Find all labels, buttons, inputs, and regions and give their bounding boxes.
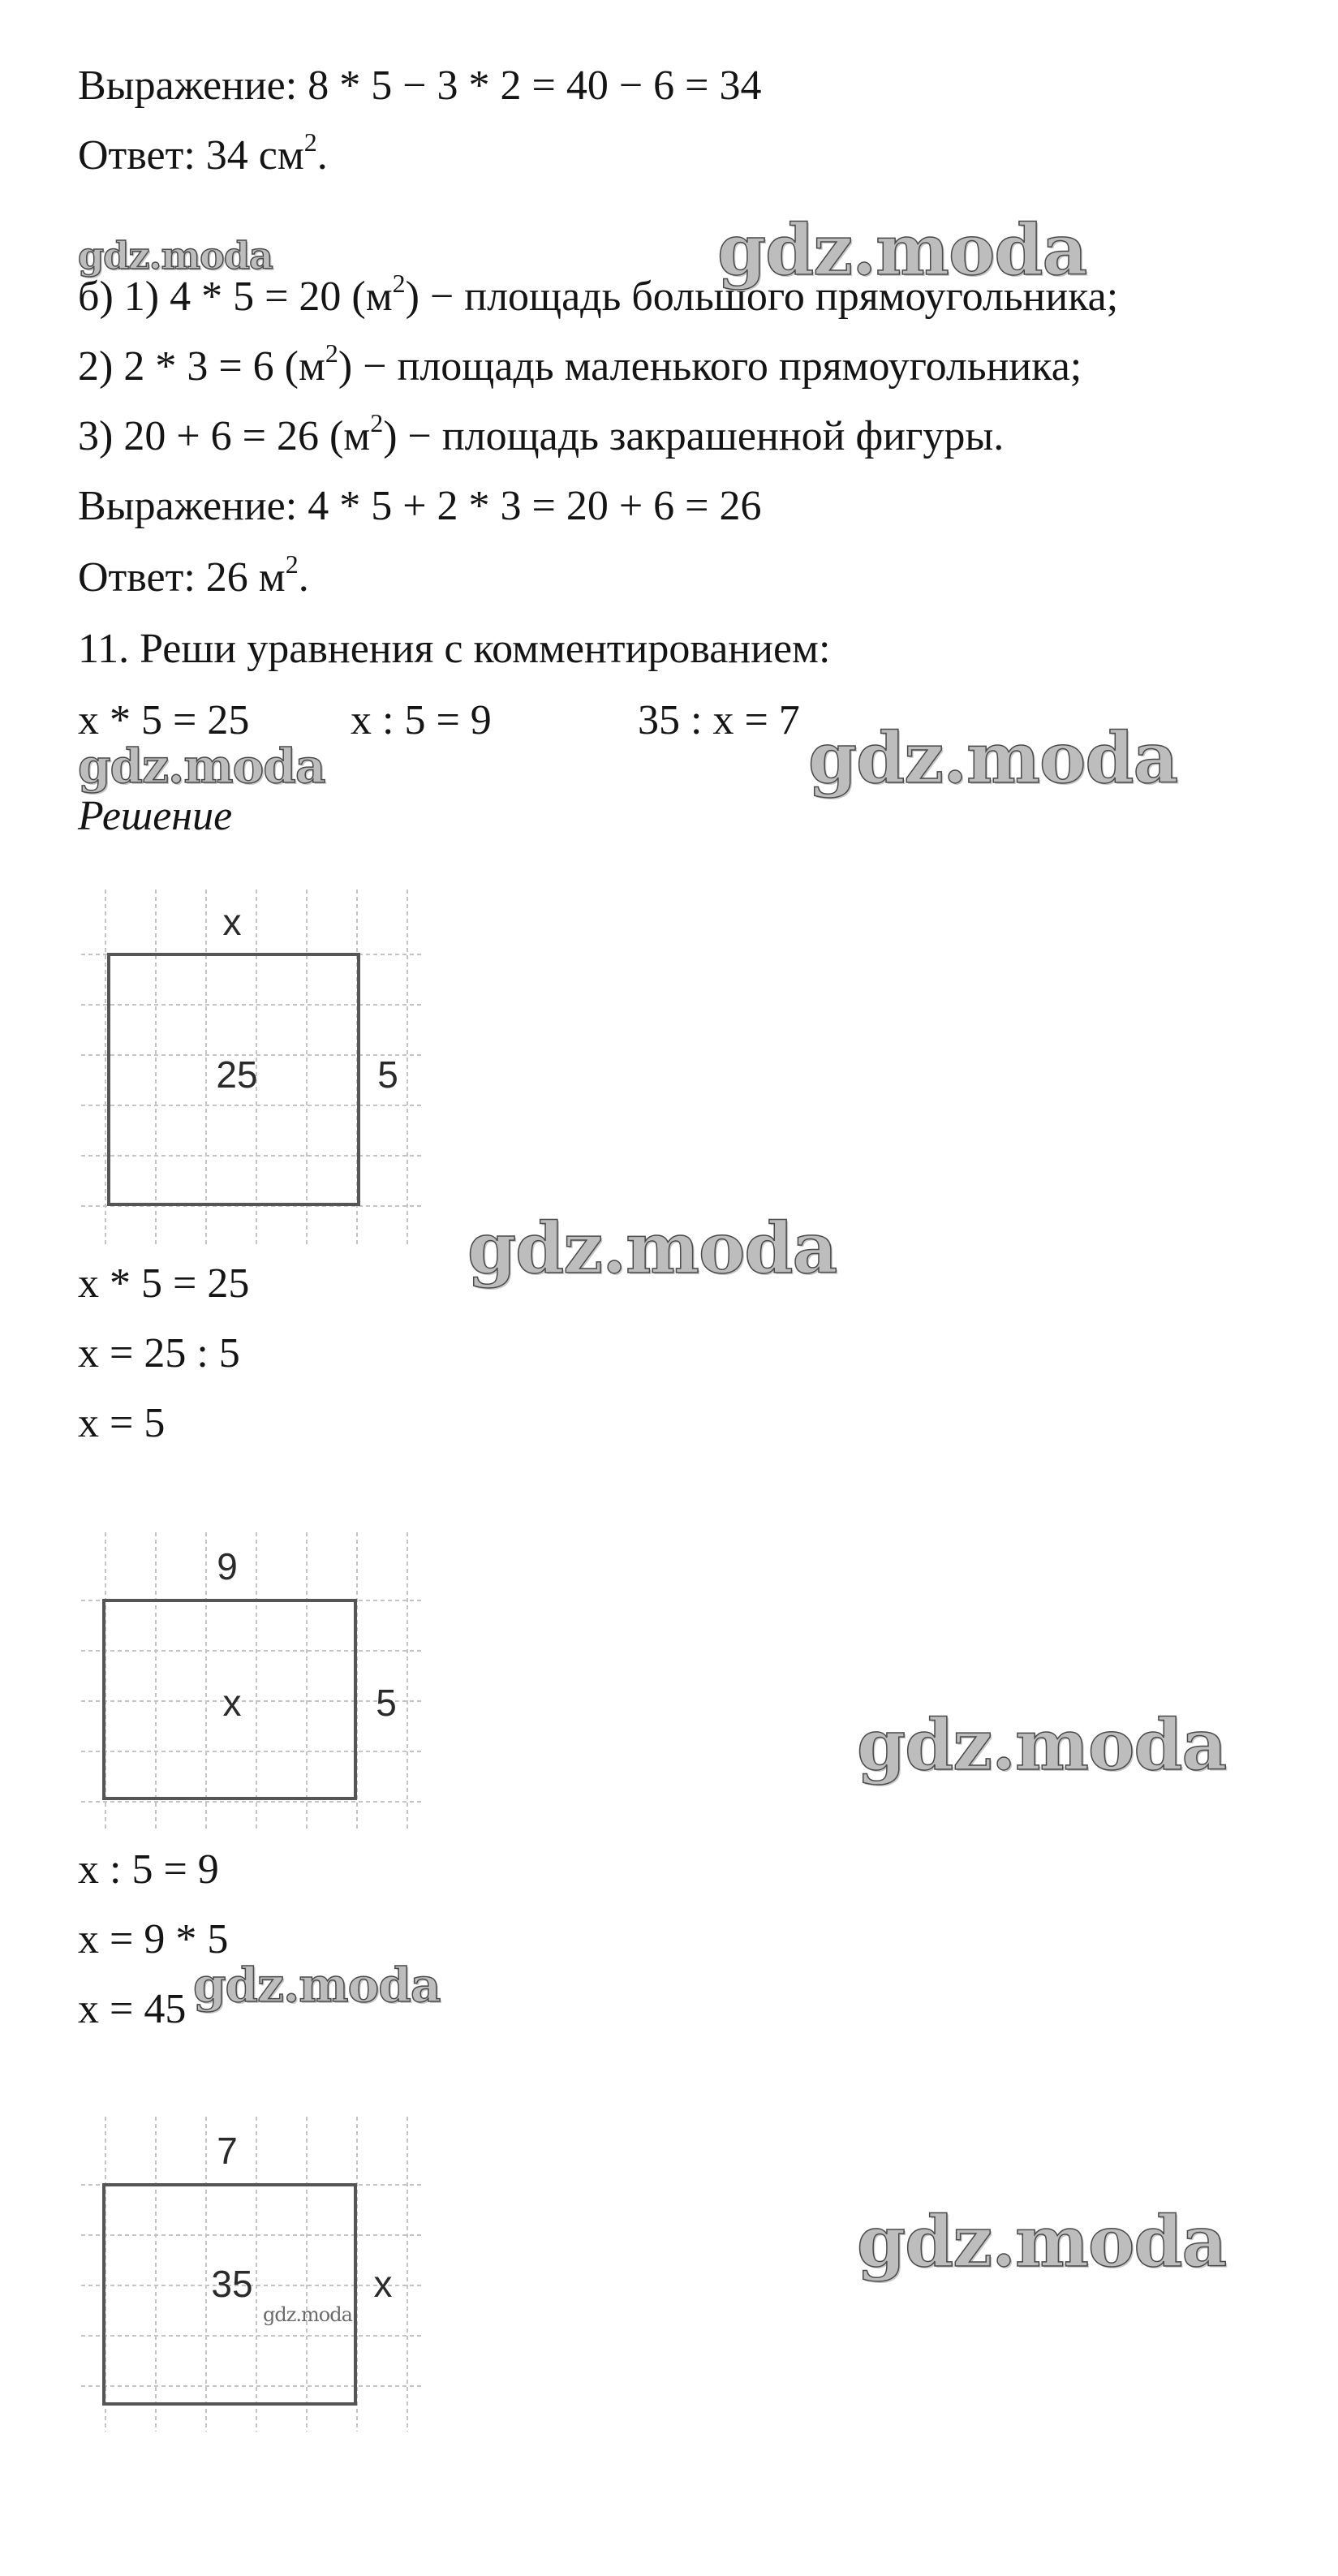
watermark: gdz.moda	[78, 739, 325, 794]
solution-heading: Решение	[78, 793, 233, 839]
figure-1-center-label: 25	[216, 1053, 258, 1096]
watermark: gdz.moda	[467, 1208, 837, 1290]
answer-b: Ответ: 26 $м^2$.	[78, 549, 309, 601]
solution-1-step-1: х * 5 = 25	[78, 1260, 250, 1307]
equation-2: х : 5 = 9	[351, 697, 492, 743]
figure-2-top-label: 9	[217, 1545, 238, 1587]
step-b1: б) 1) 4 * 5 = 20 $(м^2)$ − площадь большого прямоугольника;	[78, 268, 1119, 320]
figure-2-side-label: 5	[376, 1682, 397, 1724]
watermark: gdz.moda	[78, 234, 273, 278]
figure-2-center-label: x	[222, 1682, 242, 1724]
figure-1-side-label: 5	[377, 1053, 398, 1096]
watermark: gdz.moda	[193, 1958, 441, 2013]
watermark: gdz.moda	[808, 717, 1178, 799]
expression-a: Выражение: 8 * 5 − 3 * 2 = 40 − 6 = 34	[78, 62, 762, 109]
rectangle-figure-1	[81, 890, 422, 1247]
rectangle-figure-2	[81, 1532, 422, 1829]
step-b2: 2) 2 * 3 = 6 $(м^2)$ − площадь маленького прямоугольника;	[78, 338, 1082, 390]
task-heading: 11. Реши уравнения с комментированием:	[78, 626, 831, 672]
step-b3: 3) 20 + 6 = 26 $(м^2)$ − площадь закрашенной фигуры.	[78, 407, 1005, 459]
solution-2-step-2: х = 9 * 5	[78, 1916, 229, 1962]
solution-1-step-3: х = 5	[78, 1400, 166, 1446]
rectangle-figure-3	[81, 2117, 422, 2432]
equation-3: 35 : х = 7	[638, 697, 800, 743]
figure-3-top-label: 7	[217, 2130, 238, 2172]
watermark: gdz.moda	[717, 209, 1087, 291]
watermark: gdz.moda	[263, 2303, 352, 2326]
watermark: gdz.moda	[857, 1704, 1227, 1786]
figure-3-center-label: 35	[211, 2263, 253, 2305]
solution-1-step-2: х = 25 : 5	[78, 1330, 240, 1376]
answer-a: Ответ: 34 $см^2$.	[78, 127, 328, 179]
solution-2-step-1: х : 5 = 9	[78, 1846, 219, 1893]
figure-1-top-label: x	[222, 901, 242, 943]
solution-2-step-3: х = 45	[78, 1986, 187, 2032]
figure-3-side-label: x	[373, 2263, 393, 2305]
watermark: gdz.moda	[857, 2201, 1227, 2283]
expression-b: Выражение: 4 * 5 + 2 * 3 = 20 + 6 = 26	[78, 483, 762, 529]
equation-1: х * 5 = 25	[78, 697, 250, 743]
